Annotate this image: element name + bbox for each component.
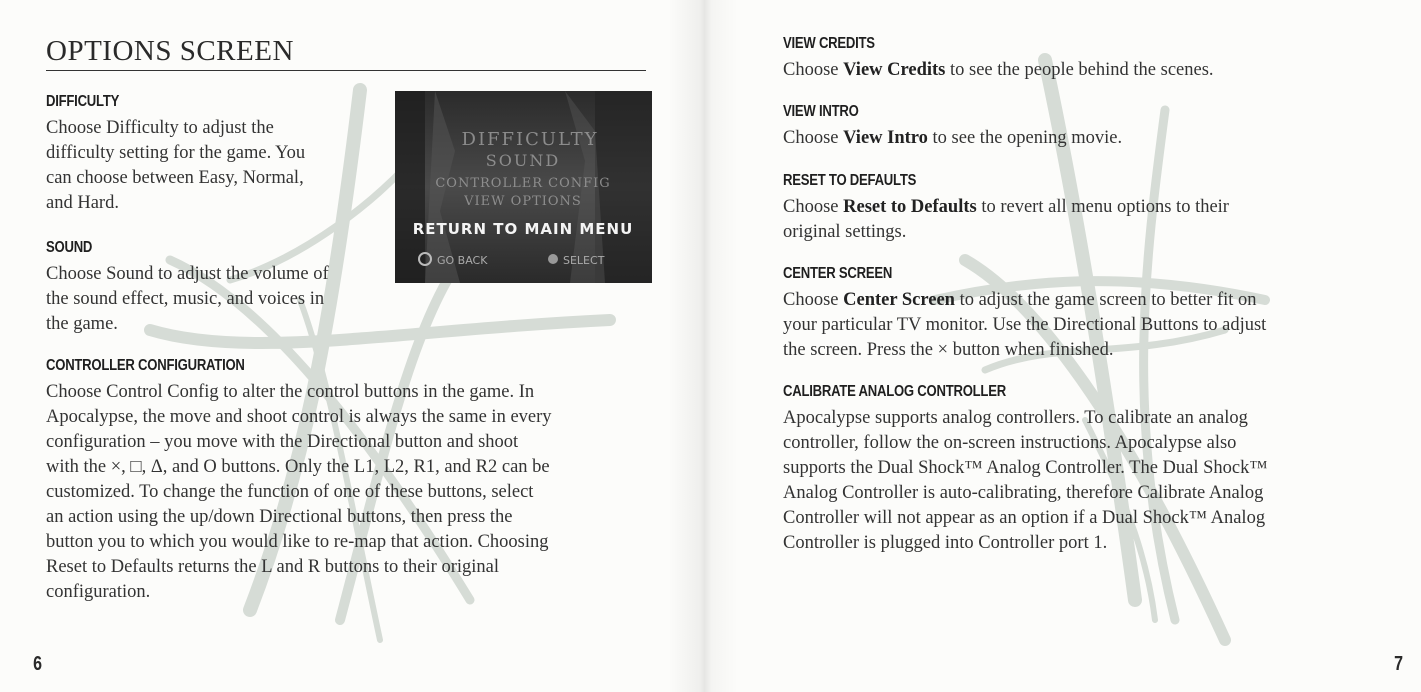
screenshot-selected-item: RETURN TO MAIN MENU <box>412 220 634 238</box>
text-run: Choose <box>783 128 844 148</box>
section-body <box>783 288 1403 363</box>
text-line <box>783 431 1403 456</box>
section-view-credits <box>783 34 1403 83</box>
page-number-right: 7 <box>1394 653 1404 675</box>
section-heading: CONTROLLER CONFIGURATION <box>46 357 245 374</box>
text-line <box>783 338 1403 363</box>
section-heading: CALIBRATE ANALOG CONTROLLER <box>783 383 1006 400</box>
screenshot-footer-select: SELECT <box>563 254 605 267</box>
text-run: the screen. Press the × button when finished. <box>783 340 1114 360</box>
text-run: to see the people behind the scenes. <box>945 60 1214 80</box>
text-run: your particular TV monitor. Use the Directional Buttons to adjust <box>783 315 1267 335</box>
section-calibrate-analog <box>783 382 1403 556</box>
section-reset-defaults <box>783 171 1403 245</box>
text-line: Choose Sound to adjust the volume of <box>46 264 329 284</box>
section-body <box>46 380 656 605</box>
section-body <box>46 262 391 337</box>
section-difficulty <box>46 92 386 216</box>
text-line: the sound effect, music, and voices in <box>46 289 325 309</box>
text-run: Choose <box>783 60 844 80</box>
section-center-screen <box>783 264 1403 363</box>
text-line <box>783 531 1403 556</box>
section-heading: VIEW CREDITS <box>783 35 875 52</box>
text-run: Choose <box>783 290 844 310</box>
screenshot-footer-back: GO BACK <box>437 254 488 267</box>
section-heading: SOUND <box>46 239 93 256</box>
section-body <box>783 58 1403 83</box>
option-name: Reset to Defaults <box>843 197 977 217</box>
section-body <box>783 406 1403 556</box>
section-body <box>783 195 1403 245</box>
text-run: to see the opening movie. <box>927 128 1123 148</box>
section-view-intro <box>783 102 1403 151</box>
section-heading: VIEW INTRO <box>783 103 859 120</box>
screenshot-menu-item: DIFFICULTY <box>461 129 599 150</box>
text-line <box>783 195 1403 220</box>
section-controller-config <box>46 356 656 605</box>
screenshot-menu-item: SOUND <box>485 151 561 170</box>
option-name: View Intro <box>843 128 928 148</box>
section-body <box>46 116 386 216</box>
text-run: Apocalypse supports analog controllers. To calibrate an analog <box>783 408 1248 428</box>
option-name: View Credits <box>843 60 946 80</box>
text-line <box>783 506 1403 531</box>
text-line <box>783 456 1403 481</box>
section-body <box>783 126 1403 151</box>
right-page <box>705 0 1421 692</box>
text-line: customized. To change the function of one of these buttons, select <box>46 482 534 502</box>
section-sound <box>46 238 391 337</box>
text-run: supports the Dual Shock™ Analog Controller. The Dual Shock™ <box>783 458 1268 478</box>
page-title: OPTIONS SCREEN <box>46 34 646 71</box>
section-heading: DIFFICULTY <box>46 93 120 110</box>
text-line: and Hard. <box>46 193 119 213</box>
text-line <box>783 406 1403 431</box>
text-line <box>783 58 1403 83</box>
options-menu-screenshot <box>395 91 652 283</box>
text-line: an action using the up/down Directional buttons, then press the <box>46 507 513 527</box>
text-line: can choose between Easy, Normal, <box>46 168 304 188</box>
option-name: Center Screen <box>843 290 955 310</box>
text-line: Reset to Defaults returns the L and R buttons to their original <box>46 557 499 577</box>
text-line <box>783 126 1403 151</box>
screenshot-menu-item: CONTROLLER CONFIG <box>435 176 611 191</box>
text-run: Analog Controller is auto-calibrating, therefore Calibrate Analog <box>783 483 1264 503</box>
page-number-left: 6 <box>33 653 43 675</box>
cross-button-icon <box>548 254 558 264</box>
text-line: with the ×, □, Δ, and O buttons. Only the L1, L2, R1, and R2 can be <box>46 457 550 477</box>
text-line: Choose Control Config to alter the control buttons in the game. In <box>46 382 535 402</box>
text-line: configuration – you move with the Directional button and shoot <box>46 432 519 452</box>
text-run: original settings. <box>783 222 907 242</box>
text-line <box>783 288 1403 313</box>
text-line: configuration. <box>46 582 151 602</box>
text-line: Choose Difficulty to adjust the <box>46 118 274 138</box>
text-line: button you to which you would like to re-map that action. Choosing <box>46 532 549 552</box>
left-page <box>0 0 705 692</box>
text-line <box>783 220 1403 245</box>
text-line: Apocalypse, the move and shoot control is always the same in every <box>46 407 552 427</box>
text-line: difficulty setting for the game. You <box>46 143 306 163</box>
text-line <box>783 313 1403 338</box>
text-run: Controller will not appear as an option if a Dual Shock™ Analog <box>783 508 1266 528</box>
section-heading: RESET TO DEFAULTS <box>783 172 917 189</box>
text-run: Controller is plugged into Controller port 1. <box>783 533 1108 553</box>
section-heading: CENTER SCREEN <box>783 265 893 282</box>
text-line: the game. <box>46 314 118 334</box>
text-run: controller, follow the on-screen instructions. Apocalypse also <box>783 433 1237 453</box>
text-run: Choose <box>783 197 844 217</box>
text-run: to revert all menu options to their <box>976 197 1229 217</box>
screenshot-menu-item: VIEW OPTIONS <box>464 194 582 209</box>
text-run: to adjust the game screen to better fit on <box>954 290 1257 310</box>
text-line <box>783 481 1403 506</box>
